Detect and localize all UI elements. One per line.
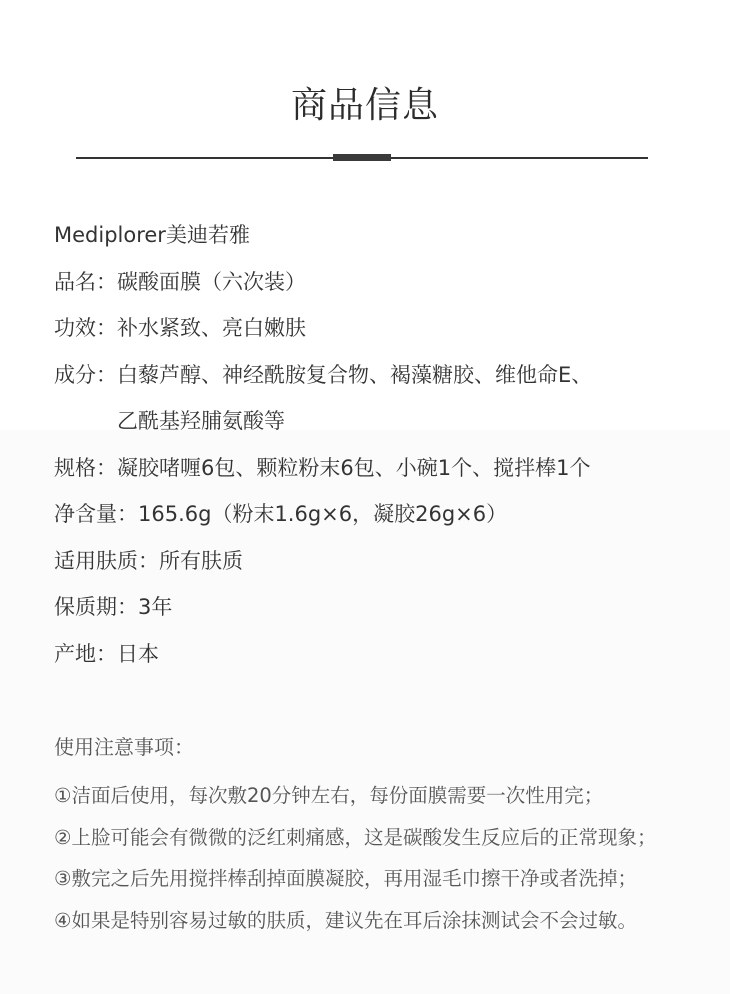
usage-note: ②上脸可能会有微微的泛红刺痛感，这是碳酸发生反应后的正常现象； (54, 825, 657, 849)
info-row-net (54, 491, 694, 538)
ingredients-line-1: 白藜芦醇、神经酰胺复合物、褐藻糖胶、维他命E、 (117, 362, 593, 387)
info-value (117, 352, 592, 445)
info-label: 适用肤质： (54, 548, 159, 573)
info-value: 所有肤质 (159, 548, 243, 573)
info-row-skin (54, 538, 694, 585)
info-label: 净含量： (54, 502, 138, 526)
info-label: 成分： (54, 362, 117, 387)
title-divider-accent (333, 154, 391, 161)
usage-note: ①洁面后使用，每次敷20分钟左右，每份面膜需要一次性用完； (54, 784, 604, 807)
info-row-shelf (54, 584, 694, 631)
info-label: 产地： (54, 641, 117, 666)
info-value: 3年 (138, 595, 173, 619)
usage-notes (54, 727, 704, 941)
usage-notes-title: 使用注意事项： (54, 735, 194, 759)
brand-name: Mediplorer美迪若雅 (54, 223, 250, 247)
info-row-effect (54, 305, 694, 352)
info-value: 补水紧致、亮白嫩肤 (117, 316, 306, 340)
info-label: 保质期： (54, 595, 138, 619)
info-value: 165.6g（粉末1.6g×6，凝胶26g×6） (138, 502, 508, 526)
info-value: 日本 (117, 641, 159, 666)
info-row-name (54, 259, 694, 306)
info-value: 凝胶啫喱6包、颗粒粉末6包、小碗1个、搅拌棒1个 (117, 455, 591, 480)
ingredients-line-2: 乙酰基羟脯氨酸等 (117, 409, 285, 433)
page-title: 商品信息 (290, 85, 439, 126)
info-label: 规格： (54, 455, 117, 480)
info-label: 功效： (54, 316, 117, 340)
info-row-origin (54, 631, 694, 678)
product-info-list (54, 212, 694, 677)
info-row-spec (54, 445, 694, 492)
info-value: 碳酸面膜（六次装） (117, 269, 306, 294)
info-row-ingredients (54, 352, 694, 445)
usage-note: ④如果是特别容易过敏的肤质，建议先在耳后涂抹测试会不会过敏。 (54, 908, 637, 932)
usage-note: ③敷完之后先用搅拌棒刮掉面膜凝胶，再用湿毛巾擦干净或者洗掉； (54, 867, 637, 890)
info-label: 品名： (54, 269, 117, 294)
